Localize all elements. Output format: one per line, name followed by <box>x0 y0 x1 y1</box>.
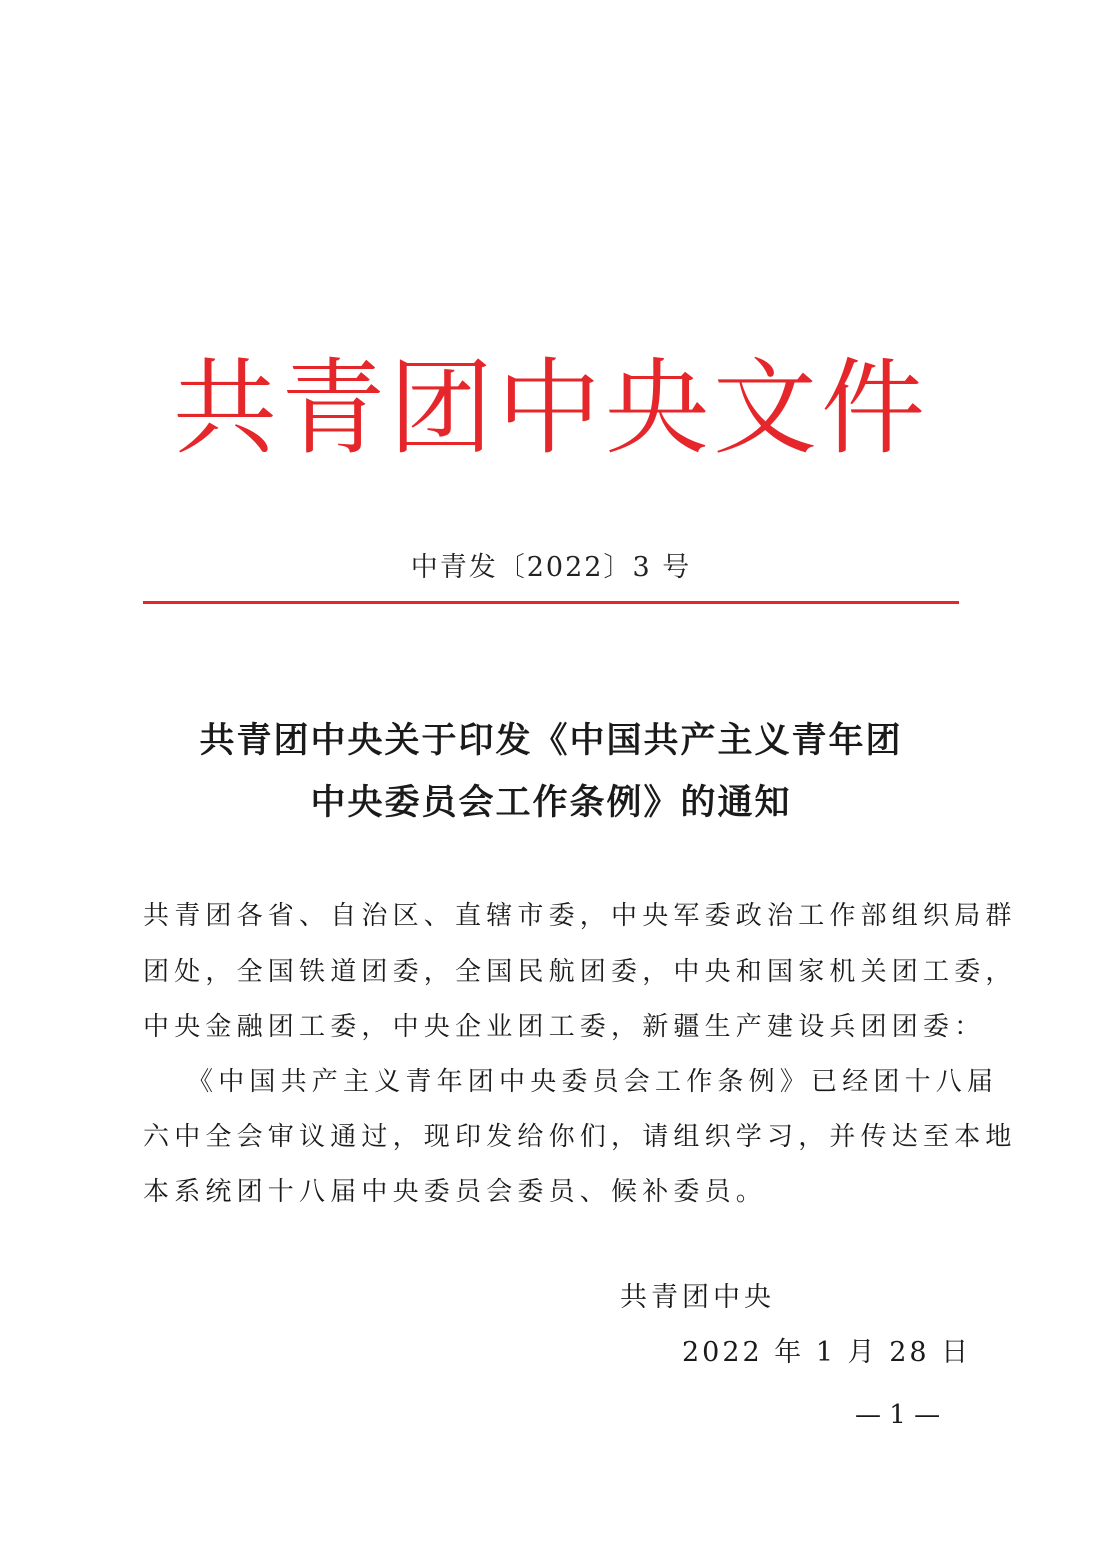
body-paragraph-line: 六中全会审议通过，现印发给你们，请组织学习，并传达至本地 <box>143 1122 1017 1152</box>
document-number: 中青发〔2022〕3 号 <box>410 552 692 583</box>
notice-title <box>143 710 959 834</box>
notice-title-line: 中央委员会工作条例》的通知 <box>310 783 792 823</box>
header-divider <box>143 601 959 604</box>
page-number: — 1 — <box>855 1400 941 1430</box>
recipients-line: 中央金融团工委，中央企业团工委，新疆生产建设兵团团委： <box>143 1012 986 1042</box>
document-header-title: 共青团中央文件 <box>172 347 929 469</box>
issue-date: 2022 年 1 月 28 日 <box>682 1337 972 1368</box>
recipients-line: 共青团各省、自治区、直辖市委，中央军委政治工作部组织局群 <box>143 901 1017 931</box>
recipients-line: 团处，全国铁道团委，全国民航团委，中央和国家机关团工委， <box>143 957 1017 987</box>
body-paragraph-line: 《中国共产主义青年团中央委员会工作条例》已经团十八届 <box>187 1067 999 1097</box>
issuer-signature: 共青团中央 <box>620 1282 775 1313</box>
body-paragraph-line: 本系统团十八届中央委员会委员、候补委员。 <box>143 1177 768 1207</box>
notice-title-line: 共青团中央关于印发《中国共产主义青年团 <box>199 721 903 761</box>
